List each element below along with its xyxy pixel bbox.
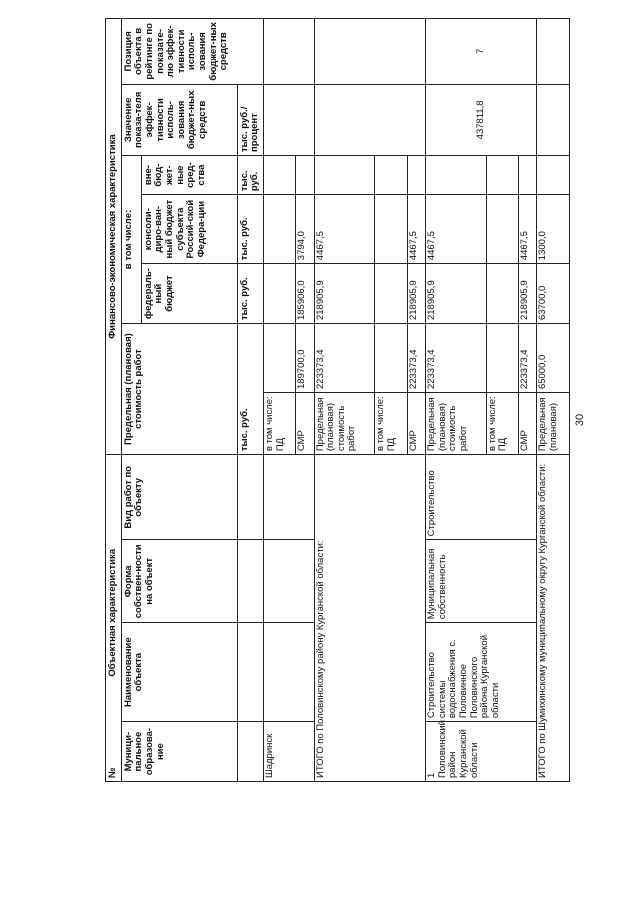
shadrinsk-smr-label: СМР xyxy=(296,393,314,455)
row1-smr-consolidated: 4467,5 xyxy=(519,195,537,264)
row1-work-type: Строительство xyxy=(426,455,537,540)
page-number: 30 xyxy=(574,413,587,427)
header-including: в том числе: xyxy=(121,156,141,324)
row1-incl-label: в том числе: ПД xyxy=(486,393,518,455)
header-object-characteristics xyxy=(106,455,122,782)
shadrinsk-municipality: Шадринск xyxy=(263,722,314,782)
total-polovinsky-smr-label: СМР xyxy=(407,393,425,455)
unit-indicator: тыс. руб./ процент xyxy=(237,84,263,155)
header-rank: Позиция объекта в рейтинге по показате-лю эффек-тивности исполь-зования бюджет-ных средств xyxy=(121,19,263,85)
header-work-type: Вид работ по объекту xyxy=(121,455,237,540)
total-polovinsky-cost-total: 223373,4 xyxy=(314,324,375,393)
row1-indicator: 437811,8 xyxy=(426,84,537,155)
total-polovinsky-smr-federal: 218905,9 xyxy=(407,264,425,324)
investment-table xyxy=(105,18,570,782)
row1-cost-consolidated: 4467,5 xyxy=(426,195,487,264)
total-shumikha-cost-label: Предельная (плановая) xyxy=(537,393,570,455)
unit-limit-cost: тыс. руб. xyxy=(237,324,263,455)
row1-ownership: Муниципальная собственность xyxy=(426,540,537,623)
row1-smr-label: СМР xyxy=(519,393,537,455)
header-indicator: Значение показа-теля эффек-тивности исполь-зования бюджет-ных средств xyxy=(121,84,237,155)
total-shumikha-cost-federal: 63700,0 xyxy=(537,264,570,324)
total-shumikha-cost-consolidated: 1300,0 xyxy=(537,195,570,264)
row1-cost-label: Предельная (плановая) стоимость работ xyxy=(426,393,487,455)
row1-cost-federal: 218905,9 xyxy=(426,264,487,324)
row1-object-name: Строительство системы водоснабжения с. Половинное Половинского района Курганской области xyxy=(426,623,537,722)
row1-cost-total: 223373,4 xyxy=(426,324,487,393)
unit-consolidated: тыс. руб. xyxy=(237,195,263,264)
header-federal: федераль-ный бюджет xyxy=(141,264,237,324)
header-object-char-label: Объектная характеристика xyxy=(107,548,118,677)
total-polovinsky-incl-label: в том числе: ПД xyxy=(375,393,407,455)
total-shumikha-cost-total: 65000,0 xyxy=(537,324,570,393)
header-municipality: Муници-пальное образова-ние xyxy=(121,722,237,782)
total-polovinsky-label: ИТОГО по Половинскому району Курганской области: xyxy=(314,455,425,782)
total-polovinsky-smr-consolidated: 4467,5 xyxy=(407,195,425,264)
unit-federal: тыс. руб. xyxy=(237,264,263,324)
header-limit-cost: Предельная (плановая) стоимость работ xyxy=(121,324,237,455)
row1-rank: 7 xyxy=(426,19,537,85)
header-object-name: Наименование объекта xyxy=(121,623,237,722)
row1-number: 1 xyxy=(426,772,437,778)
row1-smr-federal: 218905,9 xyxy=(519,264,537,324)
shadrinsk-incl-label: в том числе: ПД xyxy=(263,393,295,455)
total-polovinsky-cost-consolidated: 4467,5 xyxy=(314,195,375,264)
total-polovinsky-cost-label: Предельная (плановая) стоимость работ xyxy=(314,393,375,455)
total-polovinsky-smr-total: 223373,4 xyxy=(407,324,425,393)
header-ownership: Форма собствен-ности на объект xyxy=(121,540,237,623)
total-shumikha-label: ИТОГО по Шумихинскому муниципальному округу Курганской области: xyxy=(537,455,570,782)
total-polovinsky-cost-federal: 218905,9 xyxy=(314,264,375,324)
header-extrabudget: вне-бюд-жет-ные сред-ства xyxy=(141,156,237,195)
row1-smr-total: 223373,4 xyxy=(519,324,537,393)
header-financial-characteristics: Финансово-экономическая характеристика xyxy=(106,19,122,455)
unit-extrabudget: тыс. руб. xyxy=(237,156,263,195)
shadrinsk-smr-federal: 185906,0 xyxy=(296,264,314,324)
shadrinsk-smr-consolidated: 3794,0 xyxy=(296,195,314,264)
header-consolidated: консоли-диро-ван-ный бюджет субъекта Россий-ской Федера-ции xyxy=(141,195,237,264)
row1-municipality: 1 Половинский район Курганской области xyxy=(426,722,537,782)
rotated-table-wrapper xyxy=(105,18,570,782)
shadrinsk-smr-total: 189700,0 xyxy=(296,324,314,393)
header-number: № xyxy=(107,767,118,778)
